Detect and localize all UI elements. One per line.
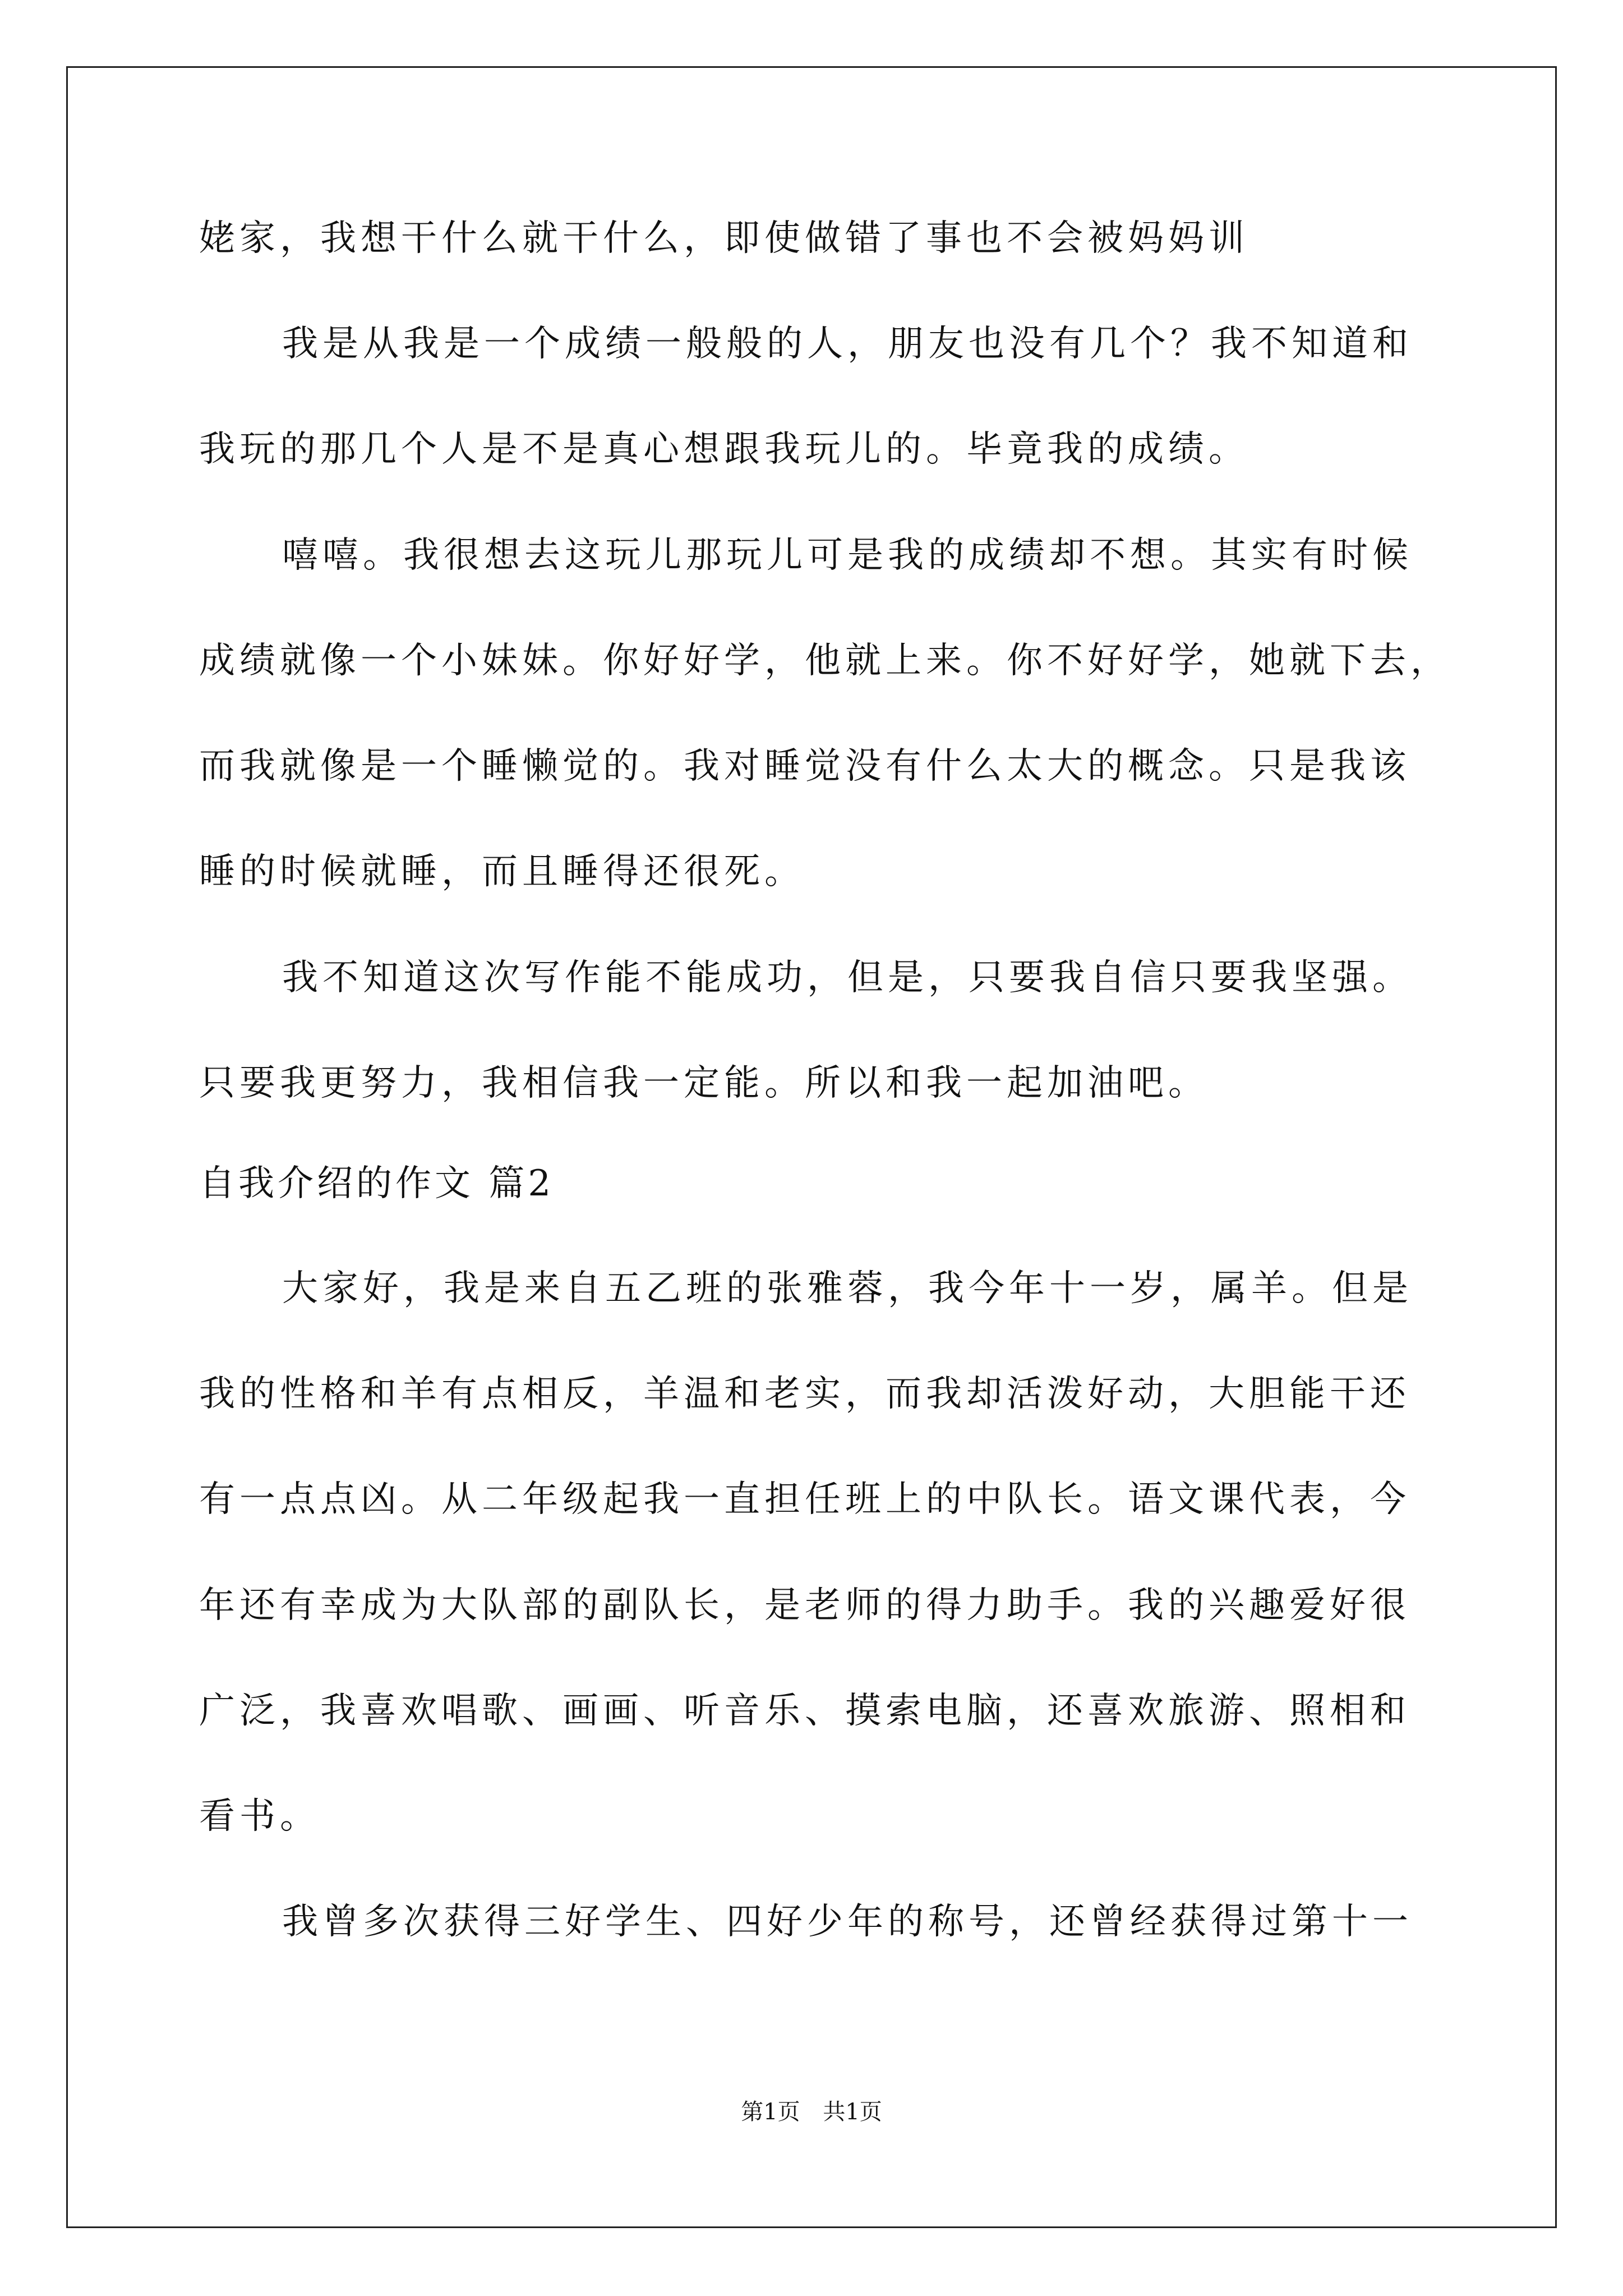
- text-line: 我不知道这次写作能不能成功，但是，只要我自信只要我坚强。: [282, 957, 1413, 999]
- text-line: 姥家，我想干什么就干什么，即使做错了事也不会被妈妈训: [199, 218, 1249, 259]
- text-line: 只要我更努力，我相信我一定能。所以和我一起加油吧。: [199, 1062, 1209, 1104]
- section-heading: 自我介绍的作文 篇2: [199, 1163, 555, 1204]
- text-line: 睡的时候就睡，而且睡得还很死。: [199, 851, 805, 892]
- page-number: 第1页: [741, 2099, 800, 2125]
- text-line: 成绩就像一个小妹妹。你好好学，他就上来。你不好好学，她就下去，: [199, 640, 1451, 682]
- text-line: 我玩的那几个人是不是真心想跟我玩儿的。毕竟我的成绩。: [199, 429, 1249, 470]
- page-total: 共1页: [823, 2099, 882, 2125]
- text-line: 年还有幸成为大队部的副队长，是老师的得力助手。我的兴趣爱好很: [199, 1585, 1410, 1626]
- text-line: 有一点点凶。从二年级起我一直担任班上的中队长。语文课代表，今: [199, 1479, 1410, 1520]
- text-line: 我是从我是一个成绩一般般的人，朋友也没有几个？我不知道和: [282, 323, 1413, 365]
- text-line: 大家好，我是来自五乙班的张雅蓉，我今年十一岁，属羊。但是: [282, 1268, 1413, 1309]
- text-line: 广泛，我喜欢唱歌、画画、听音乐、摸索电脑，还喜欢旅游、照相和: [199, 1690, 1410, 1732]
- text-line: 而我就像是一个睡懒觉的。我对睡觉没有什么太大的概念。只是我该: [199, 746, 1410, 787]
- text-line: 我的性格和羊有点相反，羊温和老实，而我却活泼好动，大胆能干还: [199, 1373, 1410, 1415]
- text-line: 嘻嘻。我很想去这玩儿那玩儿可是我的成绩却不想。其实有时候: [282, 535, 1413, 576]
- text-line: 我曾多次获得三好学生、四好少年的称号，还曾经获得过第十一: [282, 1901, 1413, 1943]
- text-line: 看书。: [199, 1796, 320, 1837]
- page-footer: [0, 2098, 1623, 2126]
